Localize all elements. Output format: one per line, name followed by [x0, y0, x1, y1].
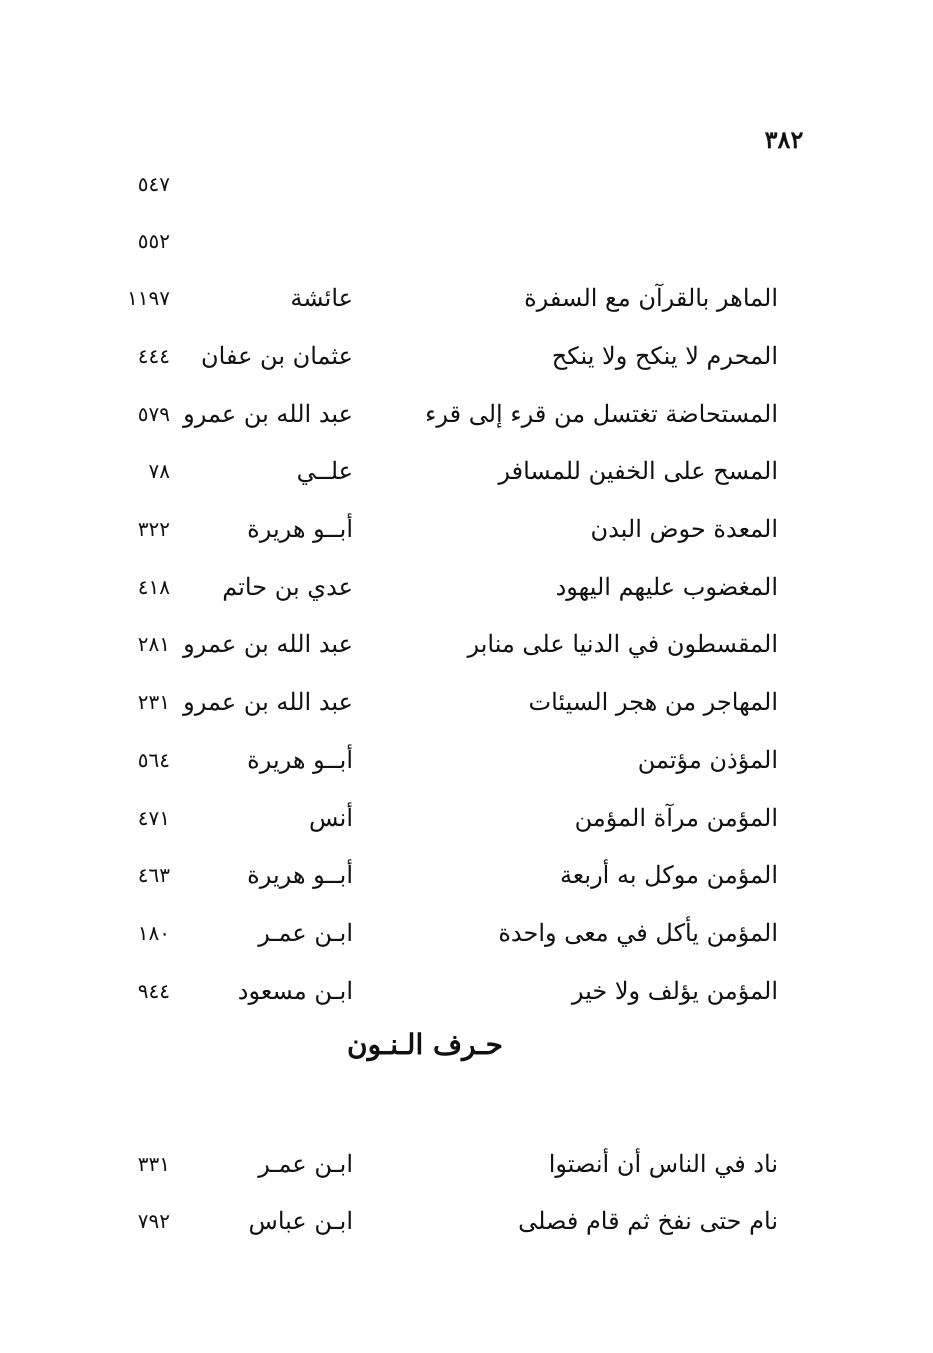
reference-number: ٥٤٧	[137, 172, 170, 196]
index-row	[0, 861, 933, 901]
reference-number: ٧٨	[148, 459, 170, 483]
narrator-name: علــي	[296, 457, 353, 485]
index-row	[0, 284, 933, 324]
reference-number: ٤٤٤	[137, 344, 170, 368]
reference-number: ٤٧١	[137, 806, 170, 830]
narrator-name: ابـن عمـر	[258, 919, 353, 947]
narrator-name: عثمان بن عفان	[201, 342, 353, 370]
hadith-text: المؤمن مرآة المؤمن	[574, 804, 778, 832]
index-row	[0, 1150, 933, 1190]
index-row	[0, 457, 933, 497]
reference-number: ٣٣١	[137, 1152, 170, 1176]
narrator-name: عبد الله بن عمرو	[183, 688, 353, 716]
hadith-text: المستحاضة تغتسل من قرء إلى قرء	[425, 400, 778, 428]
reference-number: ٥٧٩	[137, 402, 170, 426]
hadith-text: المهاجر من هجر السيئات	[528, 688, 778, 716]
hadith-text: المعدة حوض البدن	[590, 515, 778, 543]
hadith-text: المغضوب عليهم اليهود	[555, 573, 778, 601]
reference-number: ١٨٠	[137, 921, 170, 945]
narrator-name: عبد الله بن عمرو	[183, 630, 353, 658]
narrator-name: أبــو هريرة	[247, 515, 353, 543]
index-row	[0, 977, 933, 1017]
hadith-text: المقسطون في الدنيا على منابر	[467, 630, 778, 658]
reference-number: ٤٦٣	[137, 863, 170, 887]
hadith-text: المؤمن يأكل في معى واحدة	[498, 919, 778, 947]
index-row	[0, 630, 933, 670]
narrator-name: عدي بن حاتم	[222, 573, 353, 601]
index-row	[0, 746, 933, 786]
narrator-name: ابـن عمـر	[258, 1150, 353, 1178]
reference-number: ٣٢٢	[137, 517, 170, 541]
hadith-text: المؤمن يؤلف ولا خير	[571, 977, 778, 1005]
hadith-text: الماهر بالقرآن مع السفرة	[524, 284, 778, 312]
index-row	[0, 688, 933, 728]
narrator-name: أبــو هريرة	[247, 746, 353, 774]
reference-number: ٩٤٤	[137, 979, 170, 1003]
index-row	[0, 515, 933, 555]
hadith-text: المؤمن موكل به أربعة	[559, 861, 778, 889]
reference-number: ٢٨١	[137, 632, 170, 656]
section-heading: حـرف الـنـون	[347, 1028, 503, 1061]
reference-number: ١١٩٧	[127, 286, 170, 310]
page-number: ٣٨٢	[764, 125, 804, 154]
index-row	[0, 919, 933, 959]
index-row	[0, 1207, 933, 1247]
reference-number: ٤١٨	[137, 575, 170, 599]
index-row	[0, 573, 933, 613]
hadith-text: المؤذن مؤتمن	[637, 746, 778, 774]
reference-number: ٥٥٢	[137, 229, 170, 253]
hadith-text: المسح على الخفين للمسافر	[498, 457, 778, 485]
narrator-name: عبد الله بن عمرو	[183, 400, 353, 428]
hadith-text: نام حتى نفخ ثم قام فصلى	[518, 1207, 778, 1235]
index-row	[0, 804, 933, 844]
index-row	[0, 227, 933, 267]
index-row	[0, 342, 933, 382]
hadith-text: المحرم لا ينكح ولا ينكح	[551, 342, 778, 370]
narrator-name: أبــو هريرة	[247, 861, 353, 889]
reference-number: ٧٩٢	[137, 1209, 170, 1233]
hadith-text: ناد في الناس أن أنصتوا	[548, 1150, 778, 1178]
narrator-name: عائشة	[290, 284, 353, 312]
index-row	[0, 170, 933, 210]
narrator-name: ابـن عباس	[248, 1207, 353, 1235]
narrator-name: ابـن مسعود	[237, 977, 353, 1005]
narrator-name: أنس	[309, 804, 353, 832]
index-row	[0, 400, 933, 440]
reference-number: ٢٣١	[137, 690, 170, 714]
reference-number: ٥٦٤	[137, 748, 170, 772]
